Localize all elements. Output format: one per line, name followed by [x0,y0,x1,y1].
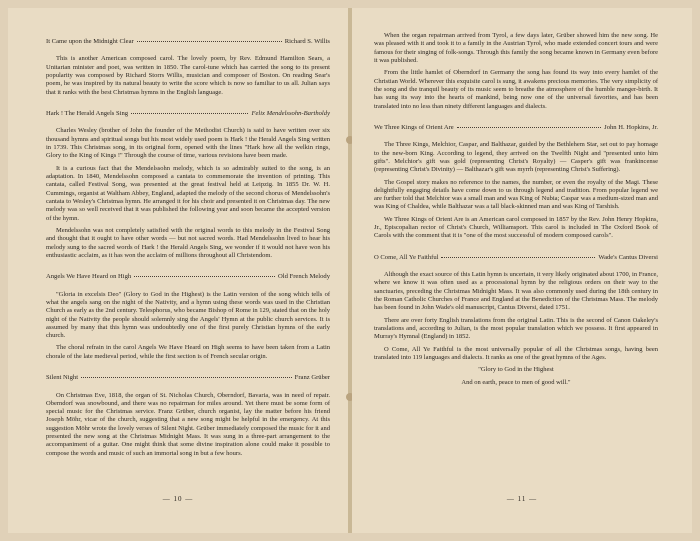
paragraph: The Gospel story makes no reference to the names, the number, or even the royalty of the Magi. These delightfully engaging details have come down to us through legend and tradition. From popular legend we are further told that Melchior was a small man and was King of Nubia; Caspar was a medium-sized man and was King of Chaldea, while Balthazar was a tall black-skinned man and was King of Tarshish. [374,178,658,211]
page-left [8,8,348,533]
leader-dots [137,41,282,42]
paragraph: The Three Kings, Melchior, Caspar, and Balthazar, guided by the Bethlehem Star, set out to pay homage to the new-born King. According to legend, they arrived on the Twelfth Night and "presented unto him gifts". Melchior's gift was gold (representing Christ's Royalty) — Casper's gift was frankincense (representing Christ's Divinity) — Balthazar's gift was myrrh (representing Christ's Suffering). [374,141,658,174]
section-heading [374,254,658,262]
composer-name: Richard S. Willis [284,38,330,45]
section-gap [374,115,658,124]
paragraph: We Three Kings of Orient Are is an American carol composed in 1857 by the Rev. John Henry Hopkins, Jr., Episcopalian rector of Christ's Church, Williamsport. This carol is included in The Oxford Book of Carols with the comment that it is "one of the most successful of modern composed carols". [374,215,658,240]
carol-title: Silent Night [46,374,79,382]
carol-title: O Come, All Ye Faithful [374,253,439,261]
closing-quote-line: "Glory to God in the Highest [478,366,554,374]
page-right [352,8,692,533]
composer-name: Old French Melody [277,273,330,281]
booklet-spread [8,8,692,533]
paragraph: This is another American composed carol. The lovely poem, by Rev. Edmund Hamilton Sears, a Unitarian minister and poet, was written in 1850. The carol-tune which has carried the song to its present popularity was composed by Richard Storrs Willis, musician and composer of Boston. On reading Sear's poem, he was inspired by its natural beauty to write the score which is now so familiar to us all. Julian says that it ranks with the best Christmas hymns in the English language. [46,55,330,96]
composer-name: John H. Hopkins, Jr. [604,123,658,131]
section-gap [46,101,330,110]
leader-dots [457,127,601,128]
paragraph: "Gloria in excelsis Deo" (Glory to God in the Highest) is the Latin version of the song which tells of what the angels sang on the night of the Nativity, and a hymn using these words was used in the Christian Church as early as the 2nd century. Telesphorus, who became Bishop of Rome in 129, stated that on the holy night of the Nativity the people should solemnly sing the Angels' Hymn at the public church services. It is assumed by many that this hymn was undoubtedly one of the first purely Christian hymns of the early church. [46,290,330,340]
leader-dots [131,113,248,114]
paragraph: Mendelssohn was not completely satisfied with the original words to this melody in the Festival Song and thought that it ought to have other words — but not sacred words. Had Mendelssohn lived to hear his melody sung to the sacred words of Hark ! the Herald Angels Sing, we wonder if it would not have won his enthusiastic acclaim, as it has won the acclaim of millions throughout all Christendom. [46,226,330,259]
composer-name: Felix Mendelssohn-Bartholdy [251,110,330,117]
leader-dots [134,276,275,277]
composer-name: Wade's Cantus Diversi [598,253,658,261]
paragraph: When the organ repairman arrived from Tyrol, a few days later, Grüber showed him the new song. He was pleased with it and took it to a family in the Austrian Tyrol, who made extended concert tours and were famous for their singing of folk-songs. Through this family the song became known in Germany even before it was published. [374,32,658,64]
section-heading [46,38,330,46]
section-heading [46,110,330,118]
paragraph: There are over forty English translations from the original Latin. This is the second of Canon Oakeley's translations and, according to Julian, is the most popular translation which we possess. It first appeared in Murray's Hymnal (England) in 1852. [374,316,658,341]
paragraph: O Come, All Ye Faithful is the most universally popular of all the Christmas songs, having been translated into 119 languages and dialects. It ranks as one of the great hymns of the Ages. [374,345,658,361]
carol-title: We Three Kings of Orient Are [374,123,454,131]
leader-dots [81,377,292,378]
right-page-content [374,32,658,387]
section-heading [46,374,330,382]
paragraph: Charles Wesley (brother of John the founder of the Methodist Church) is said to have written over six thousand hymns and spiritual songs but his most widely used poem is Hark ! the Herald Angels Sing written in 1739. This Christmas song, in its original form, opened with the lines "Hark how all the welkin rings, Glory to the King of Kings !" Through the course of time, various revisions have been made. [46,127,330,160]
composer-name: Franz Grüber [294,374,330,382]
section-gap [374,245,658,254]
paragraph: It is a curious fact that the Mendelssohn melody, which is so admirably suited to the song, is an adaptation. In 1840, Mendelssohn composed a cantata to commemorate the invention of printing. This cantata, called Festival Song, was presented at the great festival held at Leipzig. In 1855 Dr. W. H. Cummings, organist at Waltham Abbey, England, adapted the melody of the second chorus of Mendelssohn's cantata to Wesley's Christmas hymn. He arranged it for his choir and presented it on Christmas day. The new melody was so well received that it was published the following year and soon became the accepted version of the hymn. [46,164,330,222]
leader-dots [441,257,595,258]
paragraph: The choral refrain in the carol Angels We Have Heard on High seems to have been taken from a Latin chorale of the late medieval period, while the first section is of French secular origin. [46,344,330,360]
paragraph: From the little hamlet of Oberndorf in Germany the song has found its way into every hamlet of the Christian World. Wherever this exquisite carol is sung, it awakens precious memories. The very simplicity of the song and the tranquil beauty of its music seem to breathe the atmosphere of the humble manger-birth. It has sung its way into the hearts of mankind, being now one of the universal favorites, and has been translated into no less than ninety different languages and dialects. [374,69,658,110]
page-number-left: — 10 — [162,495,194,503]
section-heading [46,273,330,281]
carol-title: Hark ! The Herald Angels Sing [46,110,129,117]
closing-quote-line: And on earth, peace to men of good will." [461,378,571,386]
paragraph: On Christmas Eve, 1818, the organ of St. Nicholas Church, Oberndorf, Bavaria, was in need of repair. Oberndorf was snowbound, and there was no repairman for miles around. Yet there must be some form of special music for the Christmas service. Franz Grüber, church organist, lay the matter before his friend Joseph Möhr, vicar of the church, suggesting that a new song might be helpful in the emergency. At this suggestion Möhr wrote the lovely verses of Silent Night. Grüber immediately composed the music for it and presented the new song at the Christmas Midnight Mass. It was sung in a three-part arrangement to the accompaniment of a guitar. One might think that some divine inspiration alone could make it possible to compose the words and music of such an immortal song in but a few hours. [46,391,330,457]
left-page-content [46,38,330,458]
section-gap [46,264,330,273]
page-number-right: — 11 — [506,495,538,503]
carol-title: Angels We Have Heard on High [46,273,132,281]
carol-title: It Came upon the Midnight Clear [46,38,134,45]
paragraph: Although the exact source of this Latin hymn is uncertain, it very likely originated about 1700, in France, where we know it was often used as a processional hymn by the religious orders on their way to the sanctuaries, preceding the Christmas Midnight Mass. It was also commonly used during the 18th century in the Roman Catholic Churches of France and England at the Benediction of the Christmas Mass. The melody has been found in John Wade's old manuscript, Cantus Diversi, dated 1751. [374,271,659,312]
section-heading [374,124,658,132]
section-gap [46,365,330,374]
